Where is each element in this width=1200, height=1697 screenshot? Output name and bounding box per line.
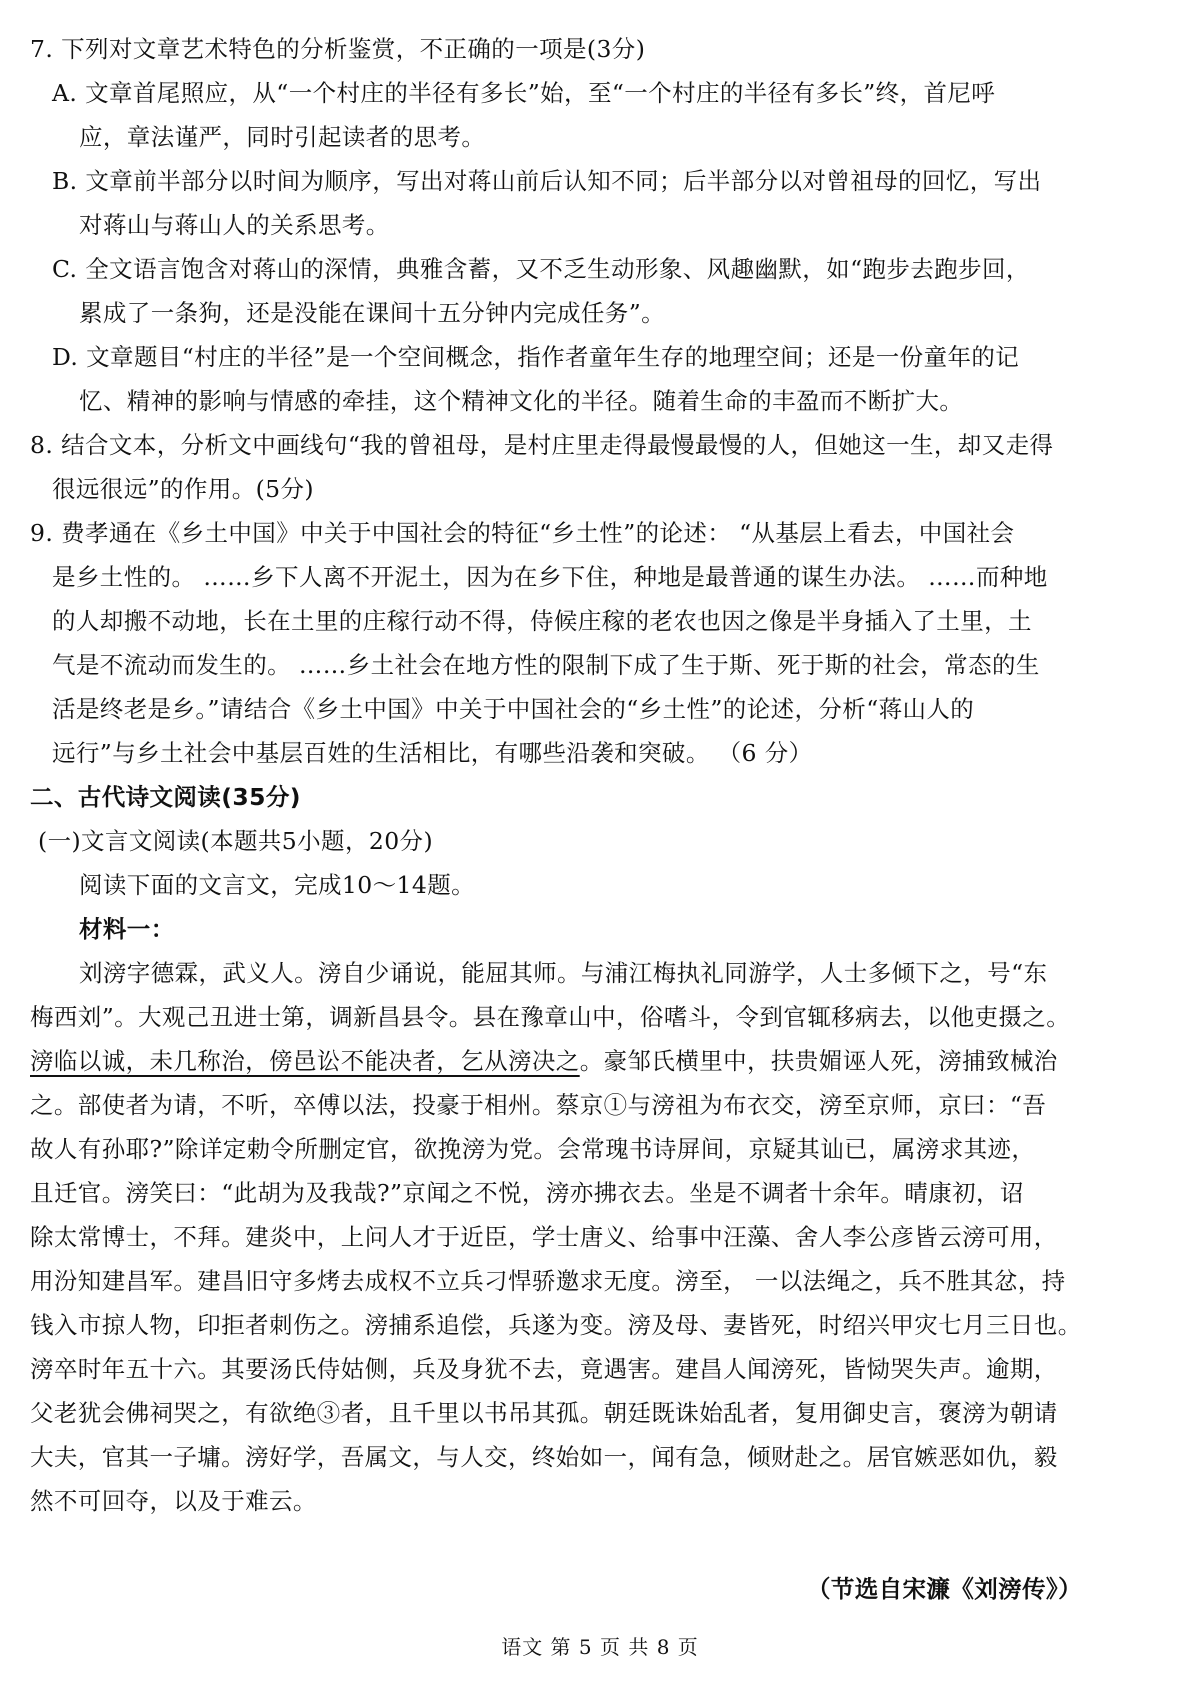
passage-line-rest: 。豪邹氏横里中，扶贵媚诬人死，滂捕致械治 — [579, 1047, 1058, 1075]
q7-option-b-line2: 对蒋山与蒋山人的关系思考。 — [79, 211, 390, 239]
passage-source: （节选自宋濂《刘滂传》） — [806, 1575, 1082, 1603]
section-subtitle: (一)文言文阅读(本题共5小题，20分) — [38, 827, 434, 855]
underlined-sentence: 滂临以诚，未几称治，傍邑讼不能决者，乞从滂决之 — [30, 1047, 580, 1075]
passage-line: 大夫，官其一子墉。滂好学，吾属文，与人交，终始如一，闻有急，倾财赴之。居官嫉恶如仇，毅 — [30, 1443, 1058, 1471]
q9-line1: 9. 费孝通在《乡土中国》中关于中国社会的特征“乡土性”的论述： “从基层上看去，中国社会 — [30, 519, 1015, 547]
passage-line: 然不可回夺，以及于难云。 — [30, 1487, 317, 1515]
q9-line2: 是乡土性的。 ……乡下人离不开泥土，因为在乡下住，种地是最普通的谋生办法。 ……而种地 — [52, 563, 1048, 591]
q7-stem: 7. 下列对文章艺术特色的分析鉴赏，不正确的一项是(3分) — [30, 35, 646, 63]
passage-line: 刘滂字德霖，武义人。滂自少诵说，能屈其师。与浦江梅执礼同游学，人士多倾下之，号“东 — [79, 959, 1048, 987]
passage-line: 钱入市掠人物，印拒者刺伤之。滂捕系追偿，兵遂为变。滂及母、妻皆死，时绍兴甲灾七月三日也。 — [30, 1311, 1082, 1339]
passage-line: 且迁官。滂笑曰：“此胡为及我哉?”京闻之不悦，滂亦拂衣去。坐是不调者十余年。晴康初，诏 — [30, 1179, 1024, 1207]
q8-line2: 很远很远”的作用。(5分) — [52, 475, 315, 503]
section-title: 二、古代诗文阅读(35分) — [30, 783, 301, 811]
q9-line5: 活是终老是乡。”请结合《乡土中国》中关于中国社会的“乡土性”的论述，分析“蒋山人的 — [52, 695, 975, 723]
q7-option-c-line2: 累成了一条狗，还是没能在课间十五分钟内完成任务”。 — [79, 299, 666, 327]
q7-option-a-line2: 应，章法谨严，同时引起读者的思考。 — [79, 123, 486, 151]
passage-line: 之。部使者为请，不听，卒傅以法，投豪于相州。蔡京①与滂祖为布衣交，滂至京师，京曰：“吾 — [30, 1091, 1047, 1119]
page-footer: 语文 第 5 页 共 8 页 — [501, 1635, 699, 1659]
passage-line: 用汾知建昌军。建昌旧守多烤去成权不立兵刁悍骄邀求无度。滂至， 一以法绳之，兵不胜其忿，持 — [30, 1267, 1066, 1295]
passage-line: 父老犹会佛祠哭之，有欲绝③者，且千里以书吊其孤。朝廷既诛始乱者，复用御史言，褒滂为朝请 — [30, 1399, 1058, 1427]
q9-line6: 远行”与乡土社会中基层百姓的生活相比，有哪些沿袭和突破。 （6 分） — [52, 739, 813, 767]
passage-line: 滂卒时年五十六。其要汤氏侍姑侧，兵及身犹不去，竟遇害。建昌人闻滂死，皆恸哭失声。逾期， — [30, 1355, 1058, 1383]
material-label: 材料一： — [79, 915, 175, 943]
reading-instruction: 阅读下面的文言文，完成10～14题。 — [79, 871, 476, 899]
passage-line — [30, 1046, 1058, 1076]
q7-option-c-line1: C. 全文语言饱含对蒋山的深情，典雅含蓄，又不乏生动形象、风趣幽默，如“跑步去跑步回， — [52, 255, 1030, 283]
q9-line4: 气是不流动而发生的。 ……乡土社会在地方性的限制下成了生于斯、死于斯的社会，常态的生 — [52, 651, 1040, 679]
passage-line: 除太常博士，不拜。建炎中，上问人才于近臣，学士唐义、给事中汪藻、舍人李公彦皆云滂可用， — [30, 1223, 1058, 1251]
q7-option-d-line2: 忆、精神的影响与情感的牵挂，这个精神文化的半径。随着生命的丰盈而不断扩大。 — [79, 387, 964, 415]
q8-line1: 8. 结合文本，分析文中画线句“我的曾祖母，是村庄里走得最慢最慢的人，但她这一生，却又走得 — [30, 431, 1054, 459]
passage-line: 故人有孙耶?”除详定勅令所删定官，欲挽滂为党。会常瑰书诗屏间，京疑其讪已，属滂求其迹， — [30, 1135, 1036, 1163]
q7-option-a-line1: A. 文章首尾照应，从“一个村庄的半径有多长”始，至“一个村庄的半径有多长”终，首尼呼 — [52, 79, 996, 107]
q9-line3: 的人却搬不动地，长在土里的庄稼行动不得，侍候庄稼的老农也因之像是半身插入了土里，土 — [52, 607, 1032, 635]
q7-option-b-line1: B. 文章前半部分以时间为顺序，写出对蒋山前后认知不同；后半部分以对曾祖母的回忆，写出 — [52, 167, 1042, 195]
passage-line: 梅西刘”。大观己丑进士第，调新昌县令。县在豫章山中，俗嗜斗，令到官辄移病去，以他吏摄之。 — [30, 1003, 1071, 1031]
q7-option-d-line1: D. 文章题目“村庄的半径”是一个空间概念，指作者童年生存的地理空间；还是一份童年的记 — [52, 343, 1020, 371]
